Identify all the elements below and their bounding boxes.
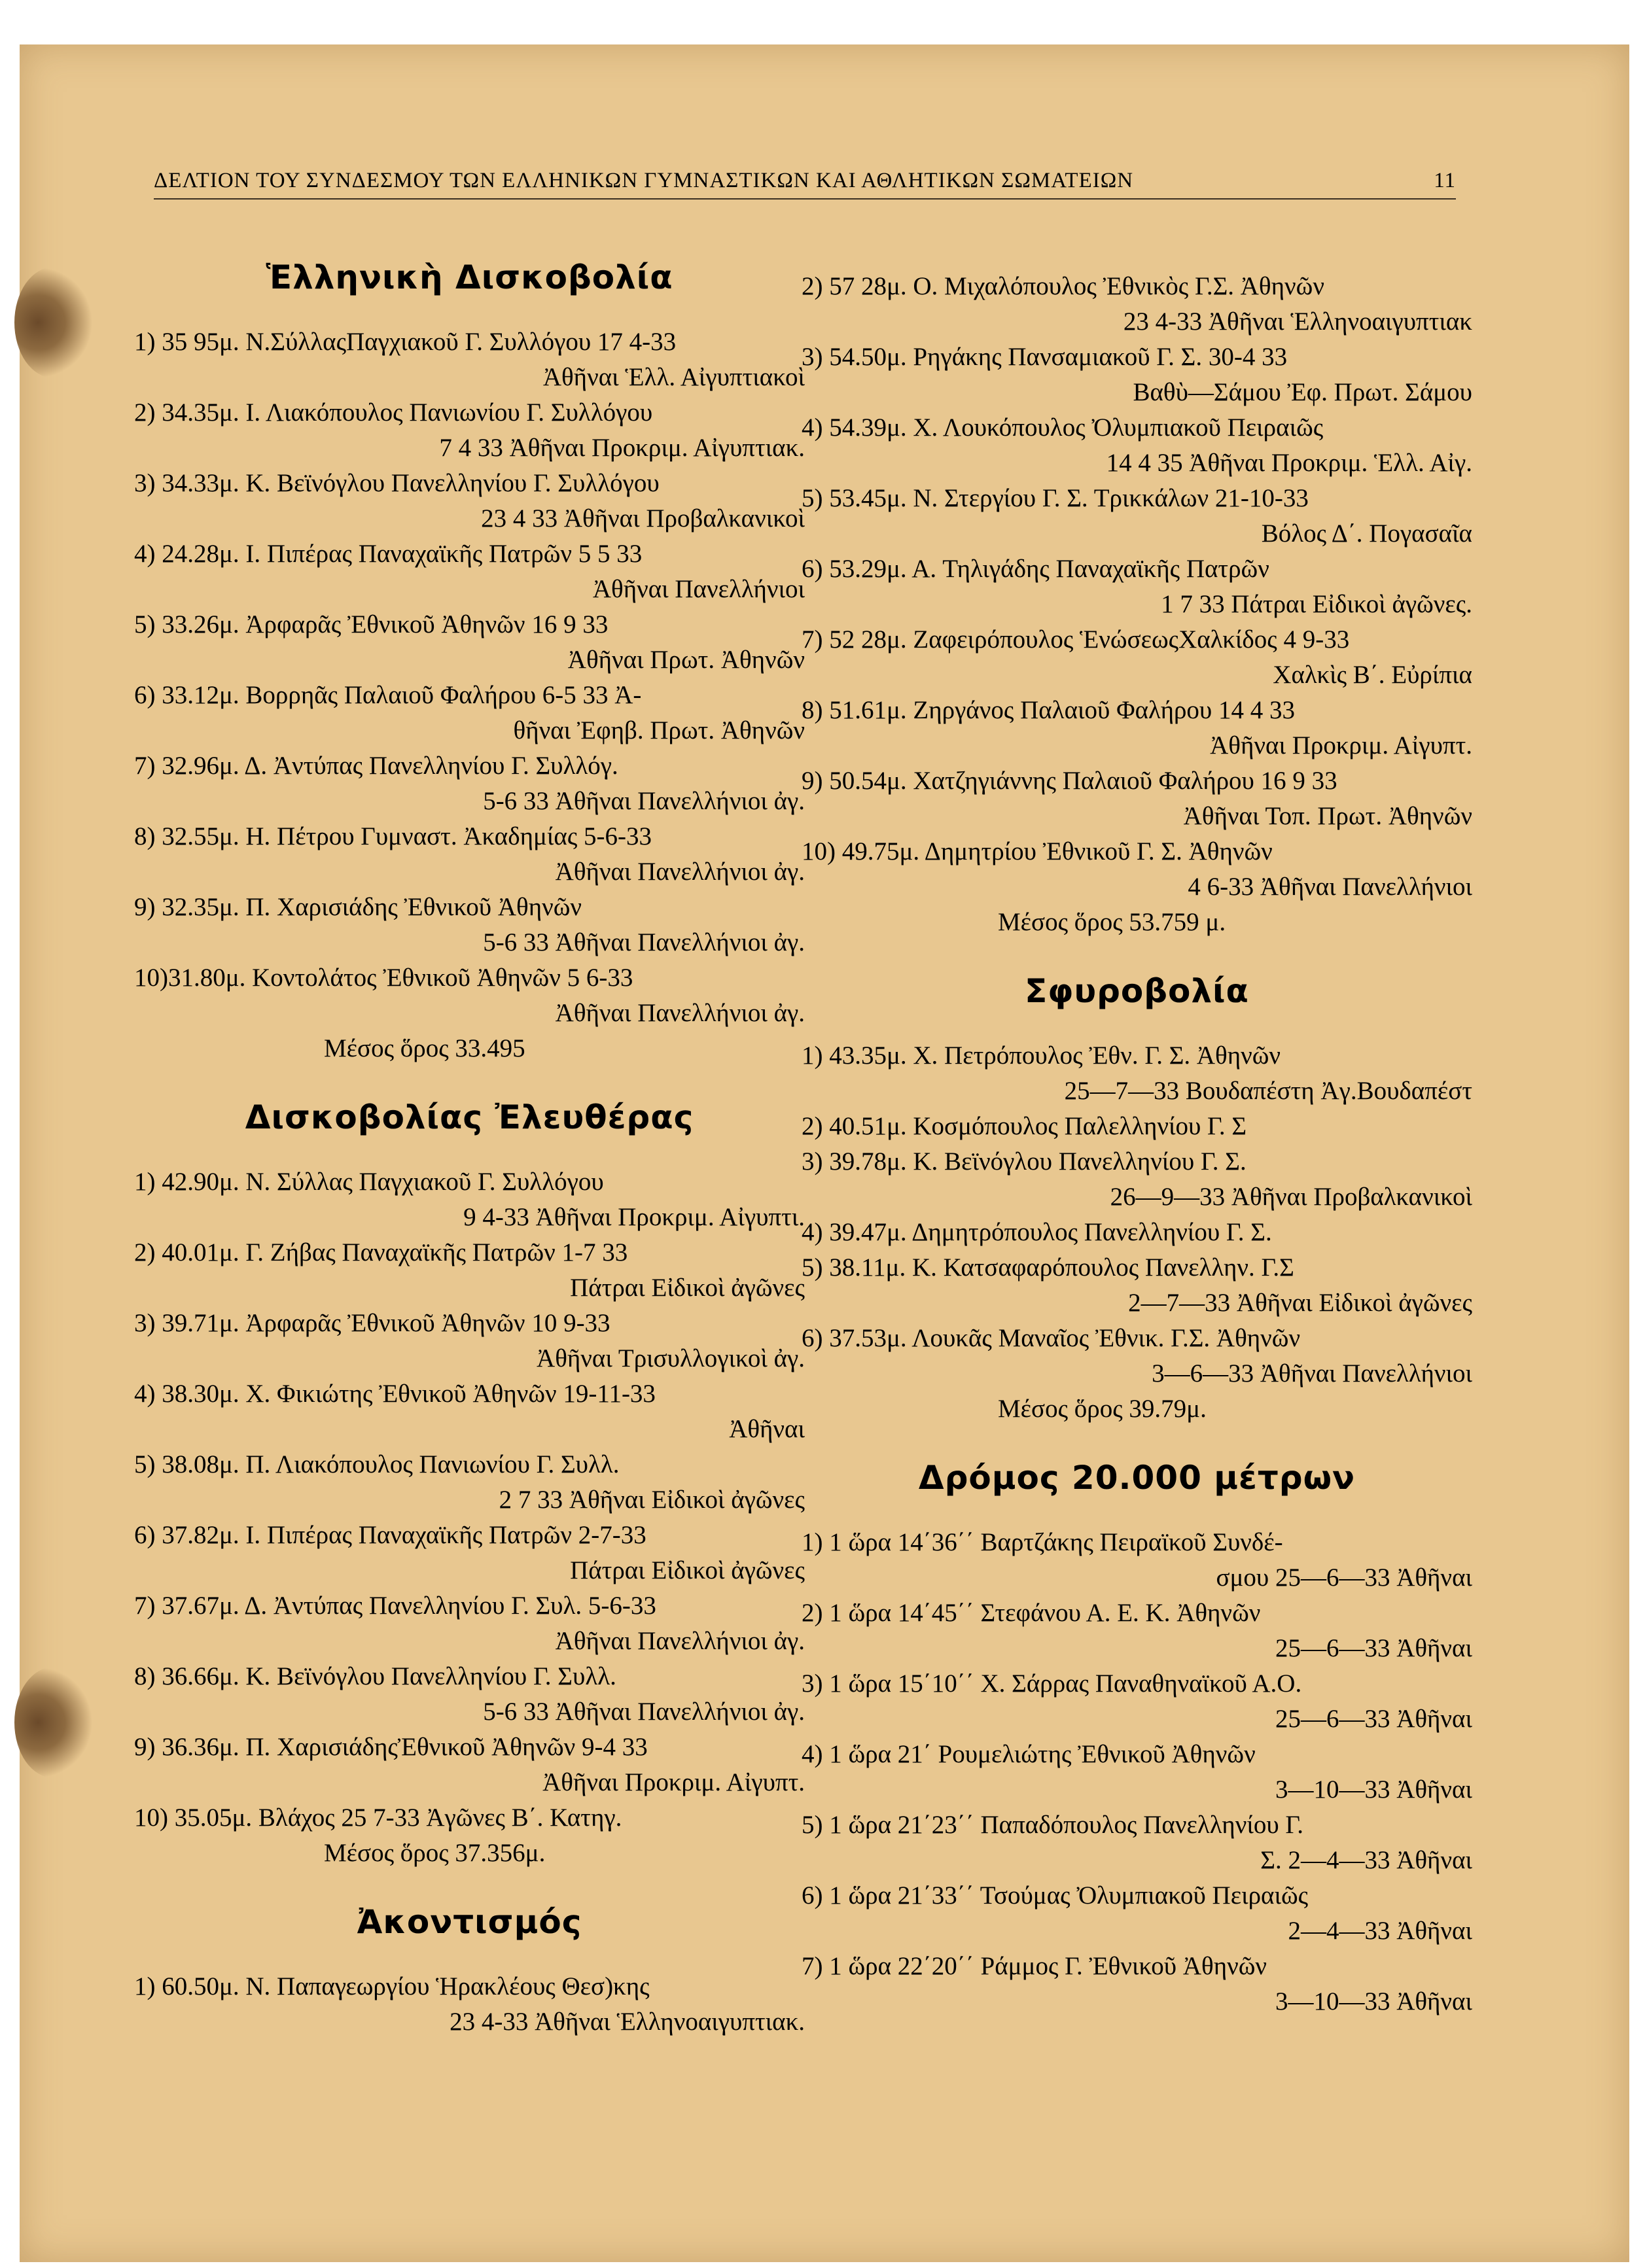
result-entry-detail: Ἀθῆναι Πρωτ. Ἀθηνῶν [567, 646, 805, 674]
page-number: 11 [1434, 169, 1456, 192]
result-entry: 7) 37.67μ. Δ. Ἀντύπας Πανελληνίου Γ. Συλ. 5-6-33 [134, 1592, 656, 1620]
result-entry: 1) 42.90μ. Ν. Σύλλας Παγχιακοῦ Γ. Συλλόγου [134, 1168, 604, 1196]
result-entry: 6) 33.12μ. Βορρηᾶς Παλαιοῦ Φαλήρου 6-5 33 Ἀ- [134, 681, 642, 709]
result-entry-detail: Ἀθῆναι Πανελλήνιοι ἀγ. [555, 1627, 805, 1655]
result-entry-detail: 9 4-33 Ἀθῆναι Προκριμ. Αἰγυπτι. [463, 1203, 805, 1231]
result-entry-detail: 3—10—33 Ἀθῆναι [1275, 1775, 1472, 1804]
result-entry-detail: Βαθὺ—Σάμου Ἐφ. Πρωτ. Σάμου [1133, 378, 1472, 406]
section-title: Ἑλληνικὴ Δισκοβολία [266, 258, 673, 296]
section-title: Σφυροβολία [1025, 972, 1249, 1010]
header-rule [154, 198, 1456, 200]
result-entry-detail: 1 7 33 Πάτραι Εἰδικοὶ ἀγῶνες. [1161, 590, 1472, 618]
result-entry-detail: Ἀθῆναι Πανελλήνιοι ἀγ. [555, 999, 805, 1027]
result-entry: 4) 54.39μ. Χ. Λουκόπουλος Ὀλυμπιακοῦ Πειραιῶς [802, 413, 1324, 442]
result-entry-detail: 25—6—33 Ἀθῆναι [1275, 1705, 1472, 1733]
result-entry: 3) 39.71μ. Ἀρφαρᾶς Ἐθνικοῦ Ἀθηνῶν 10 9-33 [134, 1309, 610, 1337]
result-entry-detail: 25—6—33 Ἀθῆναι [1275, 1634, 1472, 1662]
result-entry-detail: σμου 25—6—33 Ἀθῆναι [1216, 1563, 1472, 1592]
result-entry: 5) 38.08μ. Π. Λιακόπουλος Πανιωνίου Γ. Συλλ. [134, 1450, 620, 1478]
result-entry: 7) 32.96μ. Δ. Ἀντύπας Πανελληνίου Γ. Συλλόγ. [134, 752, 618, 780]
result-entry: 1) 43.35μ. Χ. Πετρόπουλος Ἐθν. Γ. Σ. Ἀθηνῶν [802, 1041, 1281, 1070]
result-entry-detail: Βόλος Δ΄. Πογασαῖα [1261, 519, 1472, 548]
result-entry-detail: Ἀθῆναι Προκριμ. Αἰγυπτ. [542, 1768, 805, 1796]
section-average: Μέσος ὅρος 33.495 [324, 1034, 525, 1062]
result-entry-detail: 3—10—33 Ἀθῆναι [1275, 1987, 1472, 2015]
result-entry: 1) 60.50μ. Ν. Παπαγεωργίου Ἡρακλέους Θεσ)κης [134, 1972, 650, 2000]
result-entry-detail: θῆναι Ἐφηβ. Πρωτ. Ἀθηνῶν [513, 716, 805, 744]
result-entry: 2) 40.01μ. Γ. Ζήβας Παναχαϊκῆς Πατρῶν 1-7 33 [134, 1238, 628, 1266]
result-entry-detail: 3—6—33 Ἀθῆναι Πανελλήνιοι [1152, 1359, 1472, 1387]
binding-hole [14, 267, 93, 378]
result-entry: 6) 53.29μ. Α. Τηλιγάδης Παναχαϊκῆς Πατρῶν [802, 555, 1269, 583]
result-entry: 10) 49.75μ. Δημητρίου Ἐθνικοῦ Γ. Σ. Ἀθηνῶν [802, 837, 1273, 865]
result-entry: 5) 53.45μ. Ν. Στεργίου Γ. Σ. Τρικκάλων 21-10-33 [802, 484, 1309, 512]
result-entry-detail: Ἀθῆναι Τρισυλλογικοὶ ἀγ. [537, 1344, 805, 1372]
result-entry-detail: Ἀθῆναι Προκριμ. Αἰγυπτ. [1210, 731, 1472, 759]
result-entry: 7) 1 ὥρα 22΄20΄΄ Ράμμος Γ. Ἐθνικοῦ Ἀθηνῶν [802, 1952, 1267, 1980]
result-entry: 5) 38.11μ. Κ. Κατσαφαρόπουλος Πανελλην. Γ.Σ [802, 1253, 1294, 1282]
result-entry: 8) 32.55μ. Η. Πέτρου Γυμναστ. Ἀκαδημίας 5-6-33 [134, 822, 652, 850]
binding-hole [14, 1667, 93, 1778]
result-entry: 6) 1 ὥρα 21΄33΄΄ Τσούμας Ὀλυμπιακοῦ Πειραιῶς [802, 1881, 1309, 1910]
result-entry-detail: 7 4 33 Ἀθῆναι Προκριμ. Αἰγυπτιακ. [439, 434, 805, 462]
result-entry: 2) 34.35μ. Ι. Λιακόπουλος Πανιωνίου Γ. Συλλόγου [134, 398, 653, 427]
result-entry-detail: Σ. 2—4—33 Ἀθῆναι [1260, 1846, 1472, 1874]
result-entry: 9) 32.35μ. Π. Χαρισιάδης Ἐθνικοῦ Ἀθηνῶν [134, 893, 582, 921]
result-entry: 4) 1 ὥρα 21΄ Ρουμελιώτης Ἐθνικοῦ Ἀθηνῶν [802, 1740, 1256, 1768]
result-entry-detail: 4 6-33 Ἀθῆναι Πανελλήνιοι [1188, 873, 1472, 901]
result-entry: 9) 50.54μ. Χατζηγιάννης Παλαιοῦ Φαλήρου 16 9 33 [802, 767, 1337, 795]
result-entry: 4) 24.28μ. Ι. Πιπέρας Παναχαϊκῆς Πατρῶν 5 5 33 [134, 540, 643, 568]
result-entry: 2) 40.51μ. Κοσμόπουλος Παλελληνίου Γ. Σ [802, 1112, 1247, 1140]
result-entry-detail: Ἀθῆναι Ἑλλ. Αἰγυπτιακοὶ [542, 363, 805, 391]
result-entry-detail: 2—4—33 Ἀθῆναι [1288, 1917, 1472, 1945]
result-entry: 2) 1 ὥρα 14΄45΄΄ Στεφάνου Α. Ε. Κ. Ἀθηνῶν [802, 1599, 1261, 1627]
result-entry: 2) 57 28μ. Ο. Μιχαλόπουλος Ἐθνικὸς Γ.Σ. Ἀθηνῶν [802, 272, 1324, 300]
result-entry-detail: 5-6 33 Ἀθῆναι Πανελλήνιοι ἀγ. [483, 928, 805, 956]
result-entry-detail: Ἀθῆναι Πανελλήνιοι ἀγ. [555, 858, 805, 886]
result-entry-detail: Ἀθῆναι [729, 1415, 805, 1443]
section-average: Μέσος ὅρος 53.759 μ. [998, 908, 1226, 936]
result-entry-detail: 23 4-33 Ἀθῆναι Ἑλληνοαιγυπτιακ [1123, 307, 1472, 336]
result-entry: 3) 1 ὥρα 15΄10΄΄ Χ. Σάρρας Παναθηναϊκοῦ Α.Ο. [802, 1669, 1302, 1698]
section-title: Ἀκοντισμός [357, 1903, 582, 1941]
result-entry-detail: 25—7—33 Βουδαπέστη Ἀγ.Βουδαπέστ [1064, 1077, 1472, 1105]
result-entry-detail: 14 4 35 Ἀθῆναι Προκριμ. Ἑλλ. Αἰγ. [1106, 449, 1472, 477]
result-entry-detail: 5-6 33 Ἀθῆναι Πανελλήνιοι ἀγ. [483, 1698, 805, 1726]
result-entry: 4) 39.47μ. Δημητρόπουλος Πανελληνίου Γ. Σ. [802, 1218, 1272, 1246]
result-entry: 7) 52 28μ. Ζαφειρόπουλος ἙνώσεωςΧαλκίδος 4 9-33 [802, 625, 1350, 654]
result-entry: 3) 54.50μ. Ρηγάκης Πανσαμιακοῦ Γ. Σ. 30-4 33 [802, 343, 1288, 371]
result-entry-detail: Πάτραι Εἰδικοὶ ἀγῶνες [570, 1556, 805, 1584]
result-entry-detail: 23 4 33 Ἀθῆναι Προβαλκανικοὶ [481, 504, 805, 532]
result-entry: 8) 51.61μ. Ζηργάνος Παλαιοῦ Φαλήρου 14 4 33 [802, 696, 1295, 724]
header-title: ΔΕΛΤΙΟΝ ΤΟΥ ΣΥΝΔΕΣΜΟΥ ΤΩΝ ΕΛΛΗΝΙΚΩΝ ΓΥΜΝΑΣΤΙΚΩΝ ΚΑΙ ΑΘΛΗΤΙΚΩΝ ΣΩΜΑΤΕΙΩΝ [154, 169, 1134, 192]
result-entry: 8) 36.66μ. Κ. Βεϊνόγλου Πανελληνίου Γ. Συλλ. [134, 1662, 616, 1690]
result-entry-detail: Ἀθῆναι Πανελλήνιοι [592, 575, 805, 603]
result-entry-detail: Πάτραι Εἰδικοὶ ἀγῶνες [570, 1274, 805, 1302]
result-entry: 4) 38.30μ. Χ. Φικιώτης Ἐθνικοῦ Ἀθηνῶν 19-11-33 [134, 1380, 656, 1408]
result-entry: 10)31.80μ. Κοντολάτος Ἐθνικοῦ Ἀθηνῶν 5 6-33 [134, 964, 633, 992]
result-entry: 6) 37.53μ. Λουκᾶς Μαναῖος Ἐθνικ. Γ.Σ. Ἀθηνῶν [802, 1324, 1301, 1352]
result-entry: 9) 36.36μ. Π. ΧαρισιάδηςἘθνικοῦ Ἀθηνῶν 9-4 33 [134, 1733, 648, 1761]
result-entry-detail: Ἀθῆναι Τοπ. Πρωτ. Ἀθηνῶν [1183, 802, 1472, 830]
result-entry: 1) 35 95μ. Ν.ΣύλλαςΠαγχιακοῦ Γ. Συλλόγου 17 4-33 [134, 328, 677, 356]
result-entry: 3) 34.33μ. Κ. Βεϊνόγλου Πανελληνίου Γ. Συλλόγου [134, 469, 660, 497]
section-title: Δισκοβολίας Ἐλευθέρας [245, 1098, 694, 1136]
section-title: Δρόμος 20.000 μέτρων [918, 1459, 1356, 1497]
result-entry: 5) 1 ὥρα 21΄23΄΄ Παπαδόπουλος Πανελληνίου Γ. [802, 1811, 1303, 1839]
result-entry-detail: 23 4-33 Ἀθῆναι Ἑλληνοαιγυπτιακ. [450, 2008, 805, 2036]
running-header [154, 169, 1456, 195]
result-entry: 3) 39.78μ. Κ. Βεϊνόγλου Πανελληνίου Γ. Σ. [802, 1147, 1247, 1176]
result-entry-detail: Χαλκὶς Β΄. Εὐρίπια [1273, 661, 1472, 689]
section-average: Μέσος ὅρος 37.356μ. [324, 1839, 546, 1867]
result-entry-detail: 5-6 33 Ἀθῆναι Πανελλήνιοι ἀγ. [483, 787, 805, 815]
result-entry-detail: 26—9—33 Ἀθῆναι Προβαλκανικοὶ [1110, 1183, 1472, 1211]
result-entry-detail: 2 7 33 Ἀθῆναι Εἰδικοὶ ἀγῶνες [499, 1486, 805, 1514]
section-average: Μέσος ὅρος 39.79μ. [998, 1395, 1207, 1423]
result-entry: 6) 37.82μ. Ι. Πιπέρας Παναχαϊκῆς Πατρῶν 2-7-33 [134, 1521, 646, 1549]
result-entry: 1) 1 ὥρα 14΄36΄΄ Βαρτζάκης Πειραϊκοῦ Συνδέ- [802, 1528, 1283, 1556]
result-entry: 5) 33.26μ. Ἀρφαρᾶς Ἐθνικοῦ Ἀθηνῶν 16 9 33 [134, 610, 609, 638]
result-entry-detail: 2—7—33 Ἀθῆναι Εἰδικοὶ ἀγῶνες [1128, 1289, 1472, 1317]
result-entry: 10) 35.05μ. Βλάχος 25 7-33 Ἀγῶνες Β΄. Κατηγ. [134, 1804, 622, 1832]
